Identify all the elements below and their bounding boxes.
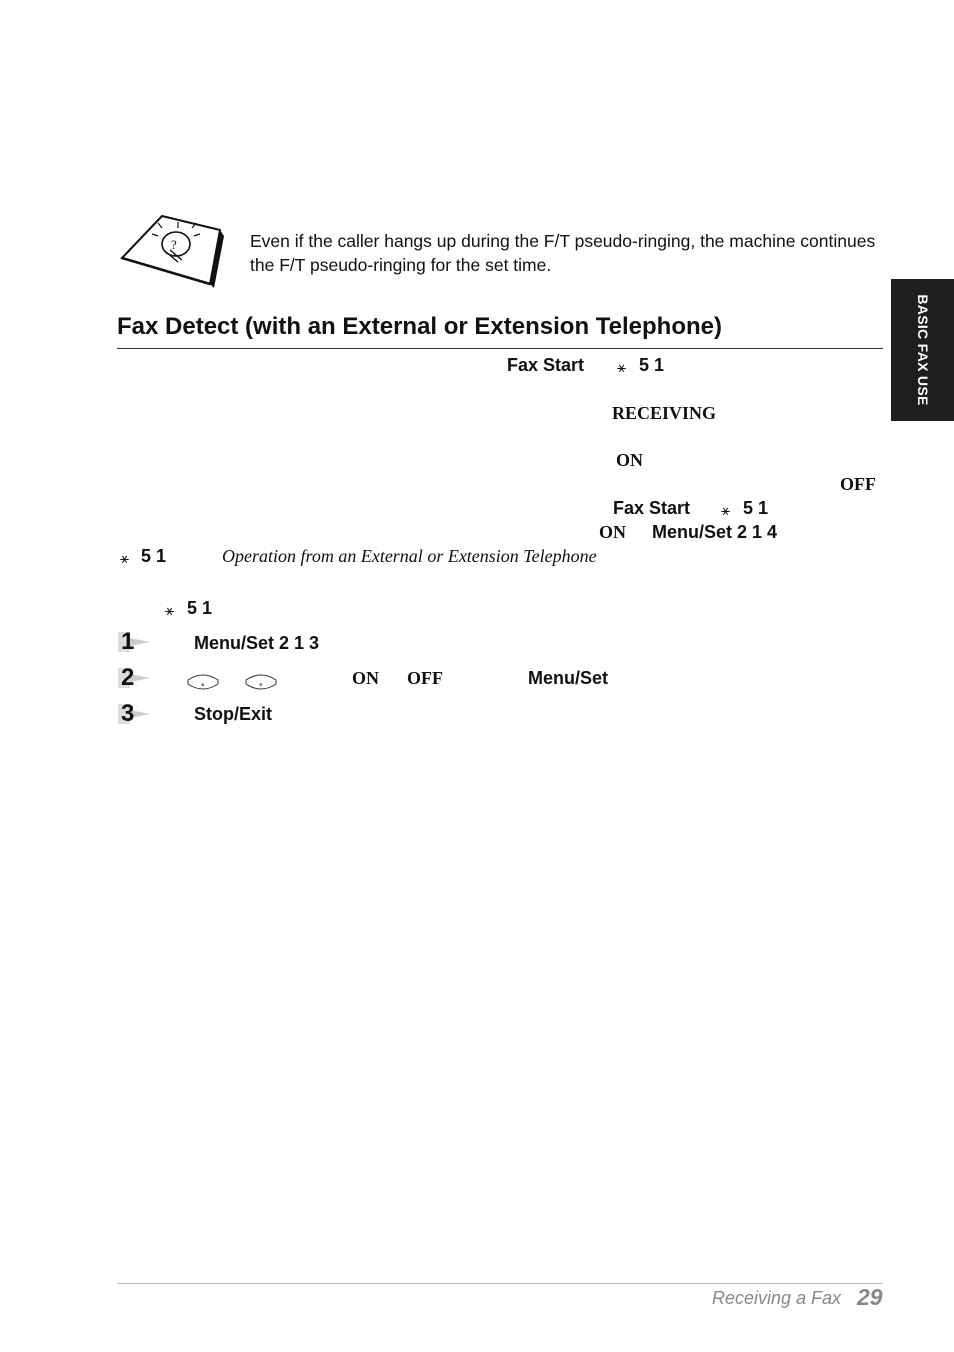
fax-start-key: Fax Start [613,498,691,518]
section-title: Fax Detect (with an External or Extension Telephone) [117,313,723,340]
title-divider [117,348,883,349]
navigation-key-up-icon [186,672,220,694]
on-setting: ON [616,450,643,470]
star-key-icon: ⚹ [120,549,130,567]
on-setting: ON [352,668,379,688]
step-2-marker [118,666,148,694]
step-2-keys: Menu/Set [528,668,609,688]
lightbulb-note-icon [118,214,228,290]
side-tab [891,279,954,421]
svg-text:▴: ▴ [201,680,205,688]
code-51: 5 1 [187,598,213,618]
reference-title: Operation from an External or Extension Telephone [222,546,597,566]
step-3-keys: Stop/Exit [194,704,273,724]
step-number: 1 [121,628,135,655]
step-number: 2 [121,664,135,691]
svg-text:?: ? [171,237,177,252]
receiving-display: RECEIVING [612,403,717,423]
on-setting: ON [599,522,626,542]
step-1-marker [118,630,148,658]
step-number: 3 [121,700,135,727]
tip-text: Even if the caller hangs up during the F/T pseudo-ringing, the machine continues the F/T pseudo-ringing for the set time. [250,231,876,275]
code-51: 5 1 [141,546,167,566]
code-51: 5 1 [639,355,665,375]
step-3-marker [118,702,148,730]
page-number: 29 [857,1284,883,1310]
fax-start-key: Fax Start [507,355,585,375]
side-tab-label: BASIC FAX USE [914,294,931,406]
star-key-icon: ⚹ [165,601,175,619]
step-1-keys: Menu/Set 2 1 3 [194,633,320,653]
footer-section-title: Receiving a Fax [712,1288,842,1308]
star-key-icon: ⚹ [617,358,627,376]
code-51: 5 1 [743,498,769,518]
off-setting: OFF [840,474,876,494]
star-key-icon: ⚹ [721,501,731,519]
off-setting: OFF [407,668,443,688]
navigation-key-down-icon [244,672,278,694]
menu-set-214-keys: Menu/Set 2 1 4 [652,522,778,542]
svg-text:▾: ▾ [259,681,263,689]
footer-divider [117,1283,883,1284]
